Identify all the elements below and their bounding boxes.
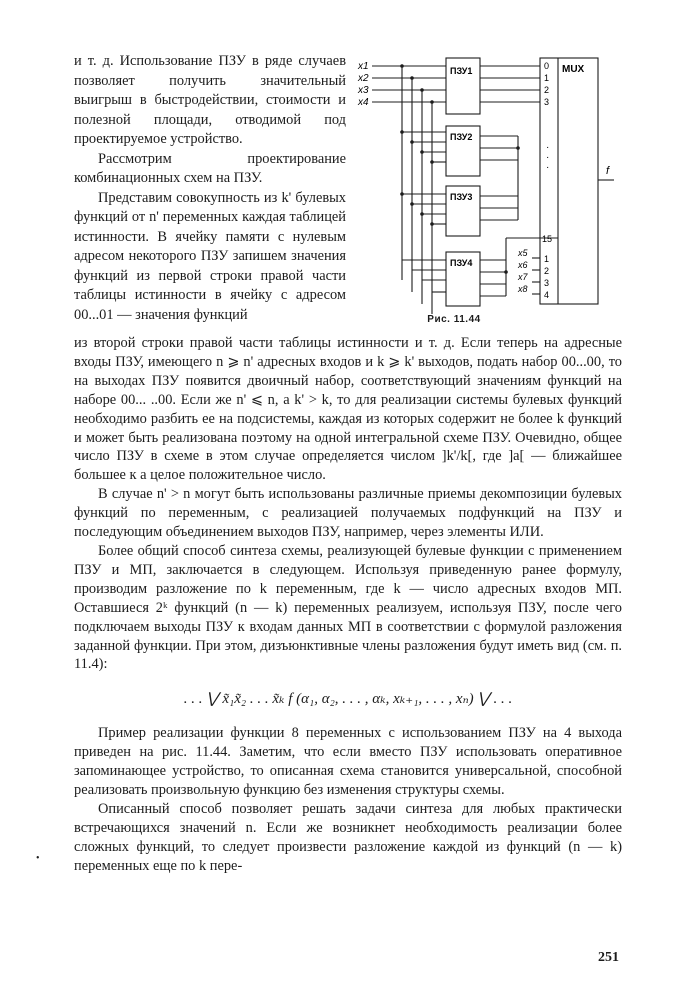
mux-address-2: 2 (544, 266, 550, 276)
mux-address-4: 4 (544, 290, 550, 300)
figure-11-44 (356, 52, 618, 338)
input-label-x2: x2 (358, 73, 369, 84)
mux-dots-lower: · (546, 162, 550, 173)
address-label-x6: x6 (518, 260, 528, 270)
input-label-x1: x1 (358, 61, 369, 72)
paragraph-continuation: из второй строки правой части таблицы истинности и т. д. Если теперь на адресные входы ПЗУ, имеющего n ⩾ n' адресных входов и k ⩾ k' выходов, подать набор 00...00, то на выходах ПЗУ появится двоичный набор, соответствующий значениям функций на наборе 00... ..00. Если же n' ⩽ n, a k' > k, то для реализации системы булевых функций необходимо разбить ее на подсистемы, каждая из которых содержит не более k функций и может быть реализована поэтому на одной интегральной схеме ПЗУ. Очевидно, общее число ПЗУ в схеме в этом случае определяется числом ]k'/k[, где ]a[ — ближайшее большее к a целое положительное число. (74, 335, 622, 484)
input-label-x4: x4 (358, 97, 369, 108)
mux-label: MUX (562, 64, 585, 75)
mux-dots-upper: · (546, 142, 550, 153)
mux-input-2: 2 (544, 85, 550, 95)
paragraph-represent: Представим совокупность из k' булевых функций от n' переменных каждая таблицей истинности. В ячейку памяти с нулевым адресом некоторого ПЗУ запишем значения функций из первой строки правой части таблицы истинности в ячейку с адресом 00...01 — значения функций (74, 189, 346, 323)
address-label-x8: x8 (518, 284, 528, 294)
paragraph-consider: Рассмотрим проектирование комбинационных схем на ПЗУ. (74, 150, 346, 186)
page-number: 251 (598, 950, 619, 965)
formula-expansion: . . . ⋁ x̃₁x̃₂ . . . x̃ₖ f (α₁, α₂, . . . , αₖ, xₖ₊₁, . . . , xₙ) ⋁ . . . (183, 691, 513, 708)
rom-label-2: ПЗУ2 (450, 132, 473, 142)
mux-input-0: 0 (544, 61, 550, 71)
mux-input-15: 15 (542, 234, 553, 244)
address-label-x7: x7 (518, 272, 528, 282)
mux-input-1: 1 (544, 73, 550, 83)
circuit-diagram (356, 52, 618, 338)
input-label-x3: x3 (358, 85, 369, 96)
rom-label-4: ПЗУ4 (450, 258, 473, 268)
address-label-x5: x5 (518, 248, 528, 258)
main-text (74, 334, 622, 876)
paragraph-example: Пример реализации функции 8 переменных с использованием ПЗУ на 4 выхода приведен на рис. 11.44. Заметим, что если вместо ПЗУ использовать оперативное запоминающее устройство, то описанная схема становится универсальной, способной реализовать произвольную функцию без изменения структуры схемы. (74, 725, 622, 799)
margin-mark: • (36, 853, 40, 864)
paragraph-intro: и т. д. Использование ПЗУ в ряде случаев позволяет получить значительный выигрыш в быстродействии, стоимости и полезной площади, отводимой под проектируемое устройство. (74, 53, 346, 147)
rom-label-1: ПЗУ1 (450, 66, 473, 76)
left-column (74, 52, 346, 325)
mux-address-3: 3 (544, 278, 550, 288)
mux-input-3: 3 (544, 97, 550, 107)
paragraph-conclusion: Описанный способ позволяет решать задачи синтеза для любых практически встречающихся значений n. Если же возникнет необходимость реализации более сложных функций, то следует произвести разложение каждой из функций (n — k) переменных еще по k пере- (74, 800, 622, 874)
figure-caption: Рис. 11.44 (427, 314, 481, 325)
mux-address-1: 1 (544, 254, 550, 264)
paragraph-general-method: Более общий способ синтеза схемы, реализующей булевые функции с применением ПЗУ и МП, заключается в следующем. Используя приведенную ранее формулу, производим разложение по k переменным, где k — число адресных входов МП. Оставшиеся 2ᵏ функций (n — k) переменных реализуем, используя ПЗУ, после чего подключаем выходы ПЗУ к входам данных МП в соответствии с формулой разложения заданной функции. При этом, дизъюнктивные члены разложения будут иметь вид (см. п. 11.4): (74, 542, 622, 673)
mux-dots-middle: · (546, 152, 550, 163)
rom-label-3: ПЗУ3 (450, 192, 473, 202)
output-label-f: f (606, 165, 610, 177)
paragraph-decomposition: В случае n' > n могут быть использованы различные приемы декомпозиции булевых функций по переменным, с реализацией получаемых подфункций на ПЗУ и последующим объединением выходов ПЗУ, например, через элементы ИЛИ. (74, 486, 622, 541)
